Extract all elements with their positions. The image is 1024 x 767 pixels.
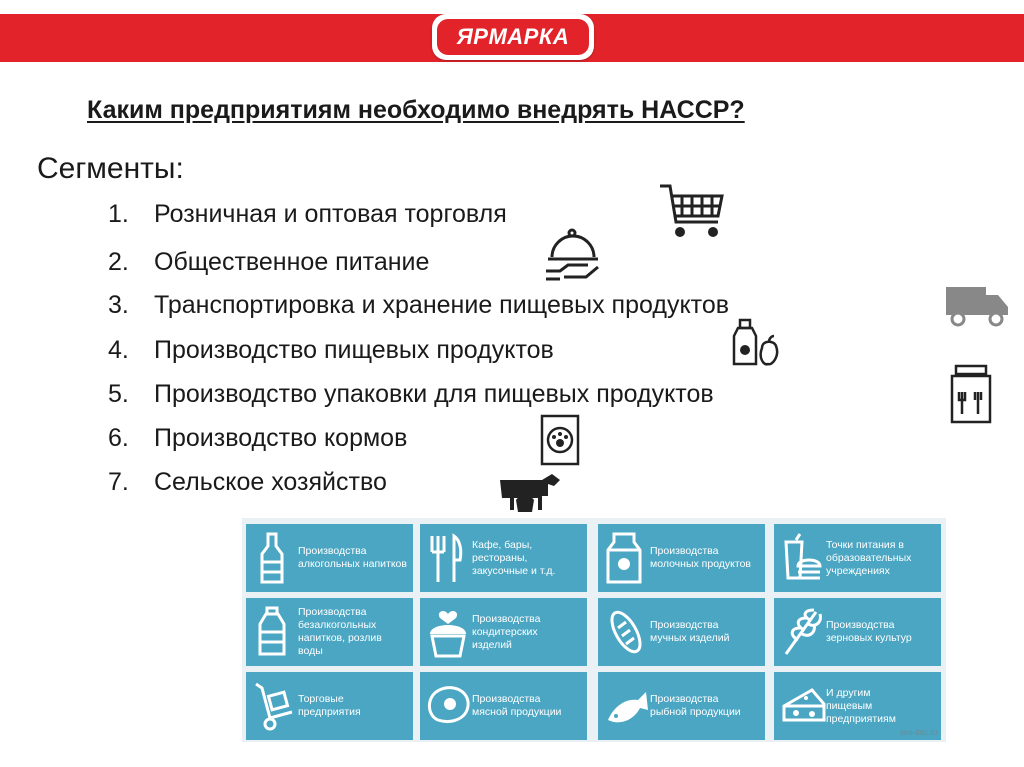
tile-label: Точки питания в образовательных учреждениях <box>826 538 912 577</box>
tile-label: Производства алкогольных напитков <box>298 545 407 570</box>
segment-item <box>108 200 507 229</box>
tile-meat <box>420 672 587 740</box>
tile-label: Производства зерновых культур <box>826 619 912 644</box>
segment-item <box>108 468 387 497</box>
cutlery-icon <box>426 532 466 584</box>
cheese-icon <box>780 680 828 732</box>
watermark: ses-doc.ru <box>900 728 938 737</box>
fast-food-icon <box>780 532 824 584</box>
fish-icon <box>604 680 652 732</box>
pet-food-bag-icon <box>538 412 582 468</box>
segment-text: Розничная и оптовая торговля <box>154 200 507 228</box>
food-package-icon <box>946 364 996 424</box>
tile-confectionery <box>420 598 587 666</box>
tile-label: И другим пищевым предприятиям <box>826 686 896 725</box>
segment-item <box>108 248 429 277</box>
tile-dairy <box>598 524 765 592</box>
segment-item <box>108 336 554 365</box>
tile-label: Торговые предприятия <box>298 693 361 718</box>
tile-cafes <box>420 524 587 592</box>
segment-number: 6. <box>108 424 129 452</box>
bottle-icon <box>252 532 292 584</box>
milk-carton-icon <box>604 532 644 584</box>
tile-label: Производства кондитерских изделий <box>472 612 541 651</box>
tile-label: Кафе, бары, рестораны, закусочные и т.д. <box>472 538 556 577</box>
segment-text: Сельское хозяйство <box>154 468 387 496</box>
tile-alcohol <box>246 524 413 592</box>
segment-number: 3. <box>108 291 129 319</box>
tile-label: Производства мясной продукции <box>472 693 562 718</box>
serving-tray-icon <box>542 227 604 287</box>
truck-icon <box>944 283 1010 327</box>
segment-item <box>108 380 714 409</box>
tile-flour <box>598 598 765 666</box>
tile-label: Производства безалкогольных напитков, розлив воды <box>298 606 382 657</box>
segment-text: Производство кормов <box>154 424 408 452</box>
segment-item <box>108 424 407 453</box>
steak-icon <box>426 680 474 732</box>
hand-truck-icon <box>252 680 296 732</box>
segment-number: 1. <box>108 200 129 228</box>
segment-text: Производство упаковки для пищевых продуктов <box>154 380 714 408</box>
tile-soft-drinks <box>246 598 413 666</box>
tile-label: Производства рыбной продукции <box>650 693 741 718</box>
segment-text: Общественное питание <box>154 248 430 276</box>
segment-text: Транспортировка и хранение пищевых продуктов <box>154 291 730 319</box>
tile-label: Производства молочных продуктов <box>650 545 751 570</box>
segment-number: 5. <box>108 380 129 408</box>
water-bottle-icon <box>252 606 292 658</box>
wheat-icon <box>780 606 824 658</box>
segment-number: 2. <box>108 248 129 276</box>
brand-logo-text: ЯРМАРКА <box>437 19 589 55</box>
segment-number: 4. <box>108 336 129 364</box>
milk-bottle-apple-icon <box>732 318 780 368</box>
tile-label: Производства мучных изделий <box>650 619 730 644</box>
bread-icon <box>604 606 648 658</box>
industry-tile-grid <box>242 518 946 742</box>
tile-grain <box>774 598 941 666</box>
tile-schools <box>774 524 941 592</box>
tile-fish <box>598 672 765 740</box>
slide-title: Каким предприятиям необходимо внедрять НАССР? <box>87 96 745 124</box>
segment-item <box>108 291 729 320</box>
cupcake-icon <box>426 606 470 658</box>
segments-label: Сегменты: <box>37 152 184 185</box>
farm-animals-icon <box>494 470 562 514</box>
tile-trade <box>246 672 413 740</box>
segment-text: Производство пищевых продуктов <box>154 336 554 364</box>
shopping-cart-icon <box>658 182 726 242</box>
segment-number: 7. <box>108 468 129 496</box>
brand-logo <box>432 14 594 60</box>
